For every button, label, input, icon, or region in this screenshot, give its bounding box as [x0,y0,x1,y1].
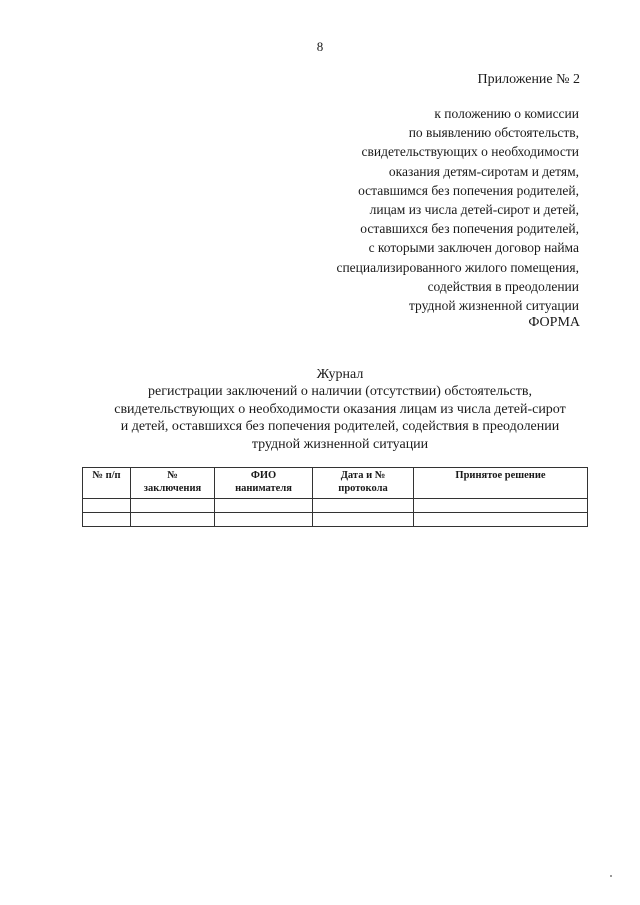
header-text: нанимателя [235,483,292,494]
header-text: ФИО [250,470,277,481]
table-cell [83,513,131,527]
appendix-line: трудной жизненной ситуации [408,298,579,314]
header-text: заключения [143,483,202,494]
header-text: Принятое решение [455,470,546,481]
table-cell [215,499,313,513]
header-row-number [83,468,131,499]
table-header-row [83,468,588,499]
table-cell [414,513,588,527]
header-decision [414,468,588,499]
table-row [83,499,588,513]
journal-subtitle-line: трудной жизненной ситуации [251,436,429,452]
appendix-title: Приложение № 2 [477,72,580,87]
header-tenant-name [215,468,313,499]
appendix-description [159,104,579,315]
header-text: протокола [338,483,388,494]
table-cell [131,513,215,527]
journal-subtitle-line: и детей, оставшихся без попечения родителей, содействия в преодолении [120,419,560,434]
table-cell [131,499,215,513]
table-row [83,513,588,527]
appendix-line: оказания детям-сиротам и детям, [388,163,579,179]
appendix-line: оставшимся без попечения родителей, [358,182,579,198]
scan-mark [610,875,612,877]
journal-subtitle-line: регистрации заключений о наличии (отсутствии) обстоятельств, [148,384,532,399]
appendix-line: оставшихся без попечения родителей, [360,221,579,237]
appendix-line: лицам из числа детей-сирот и детей, [369,202,579,218]
page-number: 8 [316,39,324,54]
registration-journal-table [82,467,588,527]
header-text: № [167,470,178,481]
appendix-line: содействия в преодолении [427,278,579,294]
table-cell [414,499,588,513]
table-cell [215,513,313,527]
journal-subtitle-line: свидетельствующих о необходимости оказания лицам из числа детей-сирот [114,401,566,417]
form-label: ФОРМА [528,315,580,330]
header-text: № п/п [92,470,121,481]
journal-subtitle [85,383,595,453]
appendix-line: с которыми заключен договор найма [368,240,579,256]
header-text: Дата и № [340,470,386,481]
appendix-line: к положению о комиссии [434,106,579,121]
table-cell [83,499,131,513]
appendix-line: специализированного жилого помещения, [336,259,579,275]
header-protocol-date-number [313,468,414,499]
table-cell [313,499,414,513]
header-conclusion-number [131,468,215,499]
appendix-line: свидетельствующих о необходимости [361,144,579,160]
appendix-line: по выявлению обстоятельств, [408,125,579,141]
journal-title: Журнал [316,367,364,382]
table-cell [313,513,414,527]
